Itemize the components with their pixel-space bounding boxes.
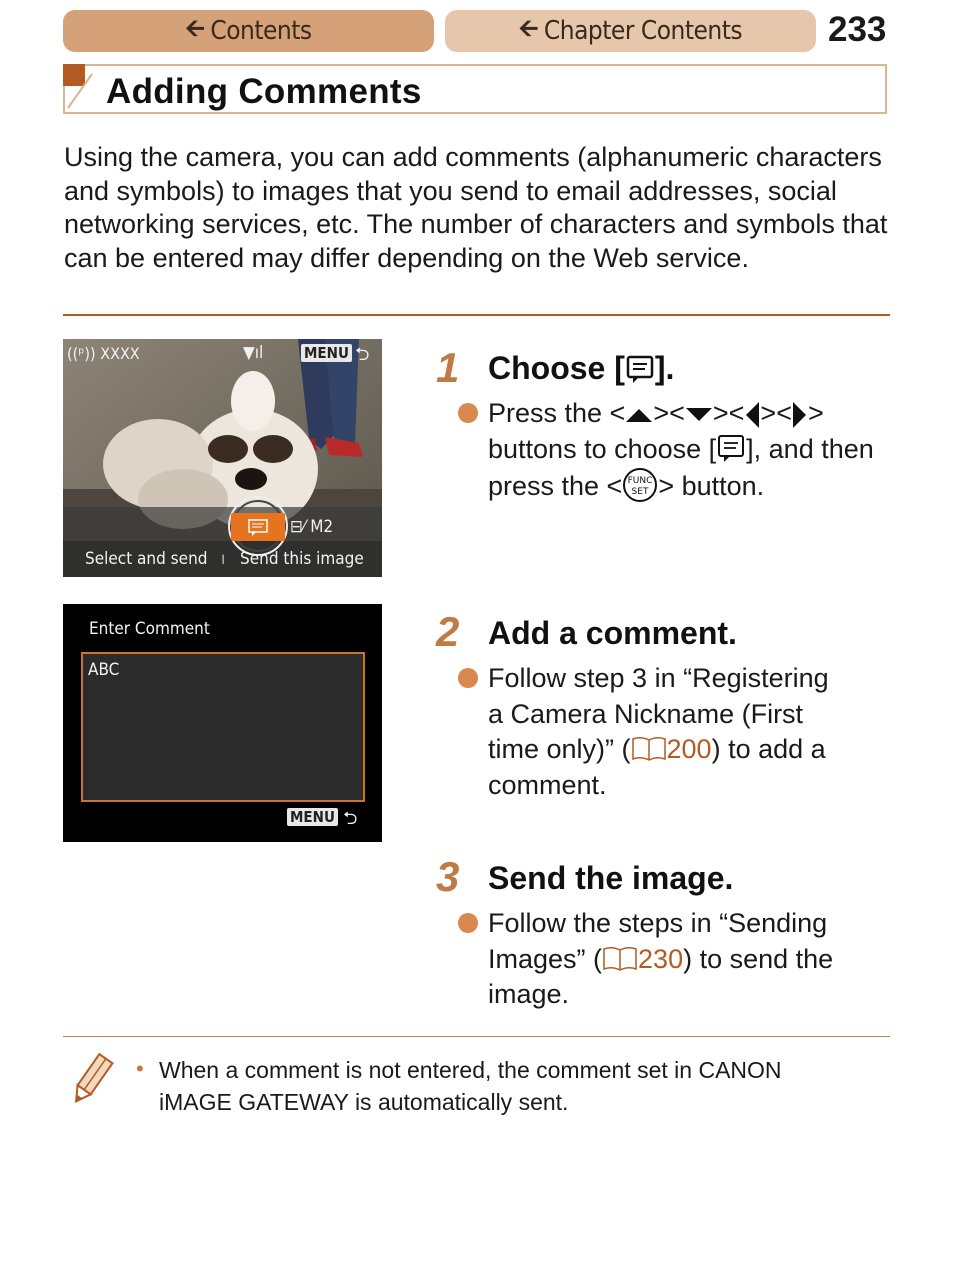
contents-label: Contents: [210, 16, 312, 46]
wifi-indicator: ((ᵖ)) XXXX: [67, 344, 140, 363]
left-button-icon: [744, 401, 760, 429]
up-button-icon: [625, 407, 653, 423]
step-line: image.: [488, 979, 570, 1009]
page-title: Adding Comments: [106, 72, 422, 111]
contents-button[interactable]: [63, 10, 434, 52]
step-line: buttons to choose [ ], and then: [488, 433, 874, 464]
back-arrow-icon: 🡨: [185, 13, 205, 42]
m2-indicator: ⊟⁄ M2: [290, 517, 334, 537]
right-button-icon: [792, 401, 808, 429]
step-line: Press the < >< >< >< >: [488, 398, 824, 428]
note-bullet: •: [136, 1056, 144, 1081]
wifi-icon: ((ᵖ)): [67, 344, 96, 363]
camera-screen-comment: [63, 604, 382, 842]
pencil-note-icon: [68, 1052, 114, 1108]
comment-icon: [716, 433, 746, 463]
return-icon: ⮌: [355, 344, 370, 365]
menu-button[interactable]: MENU: [301, 344, 352, 362]
step-number: 1: [436, 344, 460, 391]
comment-field[interactable]: [81, 652, 365, 802]
step-line: Images” ( 230) to send the: [488, 943, 834, 974]
select-and-send-caption: Select and send: [85, 549, 208, 569]
step-body: [488, 906, 833, 1013]
func-set-button-icon: [622, 467, 658, 503]
page-230-link[interactable]: 230: [638, 943, 684, 974]
enter-comment-heading: Enter Comment: [89, 619, 210, 639]
send-this-image-caption: Send this image: [240, 549, 364, 569]
step-line: press the < FUNC SET > button.: [488, 467, 874, 505]
note-text: When a comment is not entered, the comment set in CANON iMAGE GATEWAY is automatically sent.: [159, 1057, 782, 1115]
chapter-contents-label: Chapter Contents: [543, 16, 743, 46]
page-reference-icon: [602, 945, 638, 971]
comment-icon: [625, 354, 655, 384]
step-body: [488, 396, 874, 505]
return-icon: ⮌: [343, 808, 358, 829]
page-reference-icon: [631, 735, 667, 761]
comment-value: ABC: [88, 660, 120, 680]
chapter-contents-button[interactable]: [445, 10, 816, 52]
step-line: a Camera Nickname (First: [488, 698, 804, 729]
step-number: 3: [436, 853, 460, 900]
step-number: 2: [436, 608, 460, 655]
page-200-link[interactable]: 200: [666, 734, 712, 764]
divider: [63, 314, 890, 316]
step-title: Choose [ ].: [488, 350, 675, 386]
divider: [63, 1036, 890, 1037]
step-title: Send the image.: [488, 860, 734, 896]
intro-paragraph: Using the camera, you can add comments (alphanumeric characters and symbols) to images that you send to email addresses, social networking services, etc. The number of characters and symbols that can be entered may differ depending on the Web service.: [64, 142, 888, 273]
menu-button[interactable]: MENU: [287, 808, 338, 826]
back-arrow-icon: 🡨: [518, 13, 538, 42]
step-title: Add a comment.: [488, 615, 737, 651]
bullet-icon: [458, 403, 478, 423]
svg-text:FUNC: FUNC: [627, 476, 653, 486]
step-line: Follow the steps in “Sending: [488, 908, 828, 938]
step-line: time only)” ( 200) to add a: [488, 734, 826, 764]
caption-divider: ı: [221, 549, 226, 569]
signal-strength-icon: ▼ıl: [243, 343, 264, 363]
down-button-icon: [685, 407, 713, 423]
bullet-icon: [458, 913, 478, 933]
bullet-icon: [458, 668, 478, 688]
step-line: Follow step 3 in “Registering: [488, 663, 829, 693]
camera-screen-choose: [63, 339, 382, 577]
step-body: [488, 661, 829, 803]
edit-icon: ⊟⁄: [290, 517, 306, 537]
page-number: 233: [828, 10, 887, 49]
title-fold-icon: [66, 68, 106, 112]
step-line: comment.: [488, 769, 607, 800]
svg-text:SET: SET: [631, 487, 649, 497]
